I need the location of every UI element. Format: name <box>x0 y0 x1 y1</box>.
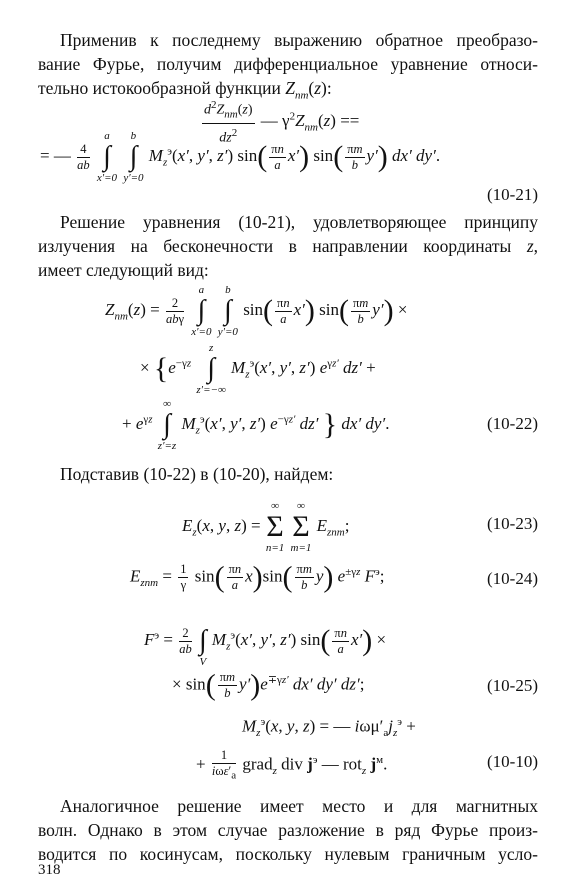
eq-10-21-line2: = — $\frac{4}{ab}$ a ∫ x′=0 b ∫ y′=0 $M_z^э(x'$, y′, z′) sin( $\frac{\pi n}{a}$ x′) sin( $\frac{\pi m}{b}$ y′) dx′ dy′. <box>40 130 441 184</box>
intro-line-3: тельно истокообразной функции $Z_{nm}(z)$: <box>38 78 332 102</box>
fraction: $\frac{d^2Z_{nm}(z)}{dz^2}$ <box>202 96 255 148</box>
substitute-text: Подставив (10-22) в (10-20), найдем: <box>60 464 334 484</box>
solution-line-2: излучения на бесконечности в направлении координаты z, <box>38 236 538 256</box>
fraction: $\frac{2}{ab}$ <box>179 625 192 656</box>
integral-sign: b ∫ y′=0 <box>217 284 238 338</box>
integral-sign: b ∫ y′=0 <box>123 130 144 184</box>
fraction: $\frac{4}{ab}$ <box>77 141 90 172</box>
eq-10-25-line2: × sin( $\frac{\pi m}{b}$ $y')e^{\mp\gamma z'}$ dx′ dy′ dz′; <box>172 668 365 702</box>
intro-line-3-text: тельно истокообразной функции <box>38 78 281 98</box>
fraction: $\frac{\pi m}{b}$ <box>219 670 236 700</box>
eq-10-22-line1: $Z_{nm}(z)$ = $\frac{2}{\text{abγ}}$ a ∫ x′=0 b ∫ y′=0 sin( $\frac{\pi n}{a}$ x′) sin( $\frac{\pi m}{b}$ y′) × <box>105 284 408 338</box>
eq-10-23: $E_z(x$, y, z) = ∞ Σ n=1 ∞ Σ m=1 $E_{znm}$; <box>182 500 350 554</box>
eq-number-10-24: (10-24) <box>487 569 538 588</box>
eq-10-24: $E_{znm}$ = $\frac{1}{\gamma}$ sin( $\frac{\pi n}{a}$ x)sin( $\frac{\pi m}{b}$ y) $e^{\pm\gamma z}$ $F^э$; <box>130 560 385 594</box>
closing-line-2: волн. Однако в этом случае разложение в ряд Фурье произ- <box>38 820 538 840</box>
fraction: $\frac{\pi m}{b}$ <box>347 141 363 172</box>
eq-number-10-21: (10-21) <box>487 185 538 204</box>
closing-line-1: Аналогичное решение имеет место и для магнитных <box>60 796 538 816</box>
eq-number-10-25: (10-25) <box>487 676 538 695</box>
intro-line-2: вание Фурье, получим дифференциальное уравнение относи- <box>38 54 538 74</box>
fraction: $\frac{\pi m}{b}$ <box>352 295 369 326</box>
integral-sign: a ∫ x′=0 <box>96 130 118 184</box>
fraction: $\frac{1}{\gamma}$ <box>180 562 187 592</box>
integral-sign: a ∫ x′=0 <box>191 284 212 338</box>
fraction: $\frac{2}{\text{abγ}}$ <box>165 295 184 326</box>
solution-line-3: имеет следующий вид: <box>38 260 209 280</box>
eq-number-10-10: (10-10) <box>487 752 538 771</box>
eq-number-10-22: (10-22) <box>487 414 538 433</box>
sum-sign: ∞ Σ n=1 <box>265 500 285 554</box>
fraction: $\frac{\pi n}{a}$ <box>277 295 290 326</box>
intro-tail: : <box>326 78 332 98</box>
sum-sign: ∞ Σ m=1 <box>290 500 312 554</box>
eq-10-22-line3: + $e^{\gamma z}$ ∞ ∫ z′=z $M_z^э(x'$, y′, z′) $e^{-\gamma z'}$ dz′ } dx′ dy′. <box>122 398 390 452</box>
fraction: $\frac{\pi n}{a}$ <box>228 562 242 592</box>
fraction: $\frac{\pi m}{b}$ <box>296 562 312 592</box>
page-number: 318 <box>38 862 61 878</box>
eq-10-21-line1: $\frac{d^2Z_{nm}(z)}{dz^2}$ — $\gamma^2Z_{nm}(z)$ == <box>200 96 359 148</box>
eq-10-10-line2: + $\frac{1}{i\omega\varepsilon'_а}$ grad$_z$ div $j^э$ — rot$_z$ $j^м$. <box>196 748 388 782</box>
solution-line-2-text: излучения на бесконечности в направлении координаты <box>38 236 512 256</box>
eq-10-10-line1: $M_z^э(x$, y, z) = — $i\omega\mu'_аj_z^э$ + <box>242 716 416 740</box>
integral-sign: ∫ V <box>198 625 207 668</box>
fraction: $\frac{\pi n}{a}$ <box>271 141 284 172</box>
closing-paragraph <box>38 794 538 866</box>
fraction: $\frac{1}{i\omega\varepsilon'_а}$ <box>211 748 237 782</box>
solution-line-1: Решение уравнения (10-21), удовлетворяющее принципу <box>60 212 538 232</box>
integral-sign: ∞ ∫ z′=z <box>157 398 177 452</box>
closing-line-3: водится по косинусам, поскольку нулевым граничным усло- <box>38 844 538 864</box>
solution-paragraph <box>38 210 538 282</box>
eq-10-22-line2: × {$e^{-\gamma z}$ z ∫ z′=−∞ $M_z^э(x'$, y′, z′) $e^{\gamma z'}$ dz′ + <box>140 342 376 396</box>
integral-sign: z ∫ z′=−∞ <box>196 342 226 396</box>
substitute-line <box>60 462 540 486</box>
fraction: $\frac{\pi n}{a}$ <box>334 625 347 656</box>
intro-line-1: Применив к последнему выражению обратное преобразо- <box>60 30 538 50</box>
eq-10-25-line1: $F^э$ = $\frac{2}{ab}$ ∫ V $M_z^э(x'$, y′, z′) sin( $\frac{\pi n}{a}$ x′) × <box>144 614 386 668</box>
eq-number-10-23: (10-23) <box>487 514 538 533</box>
